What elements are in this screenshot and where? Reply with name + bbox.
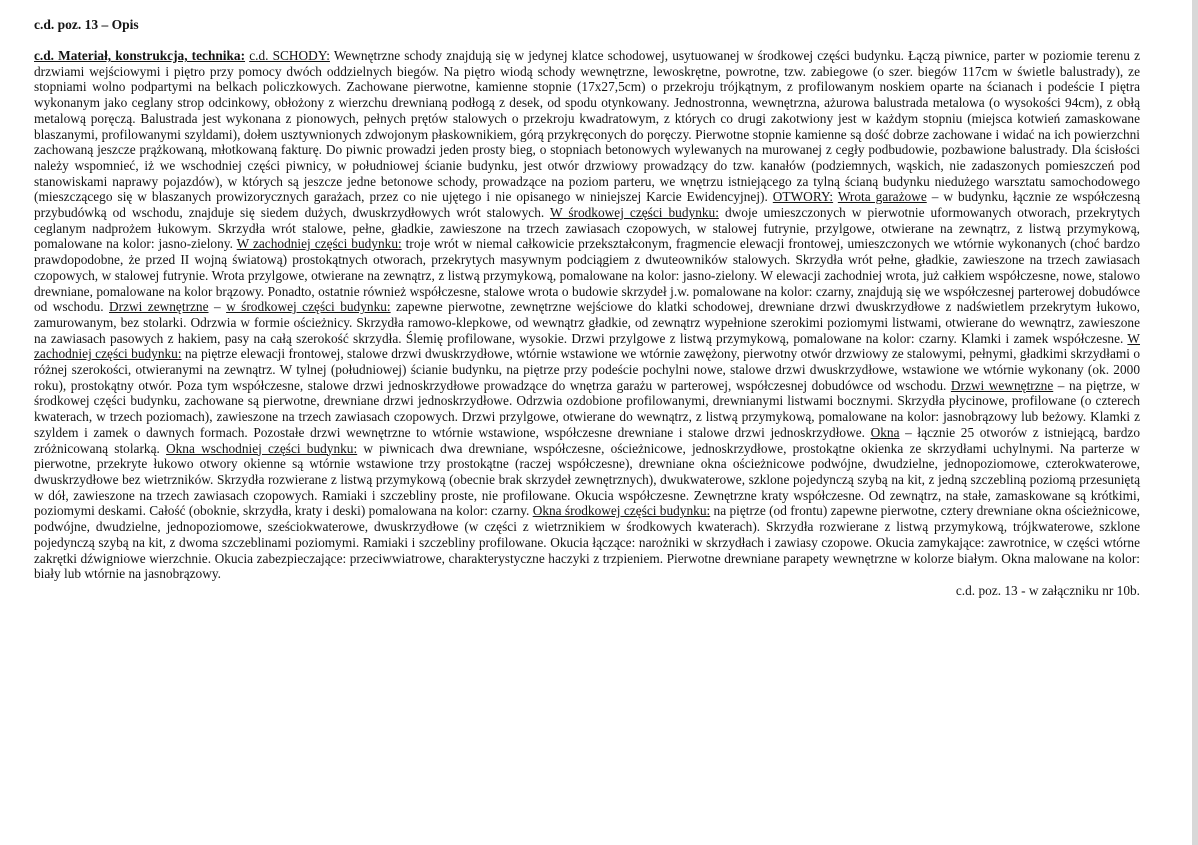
text-wrota-zachodnie: troje wrót w niemal całkowicie przekształconym, fragmencie elewacji frontowej, umieszczonych we wtórnie wykonanych (choć bardzo prawdopodobne, że przed II wojną światową) prostokątnych otworach, przekrytych masywnym podciągiem z dwuteowników stalowych. Skrzydła wrót pełne, gładkie, zawieszone na trzech zawiasach czopowych, w stalowej futrynie. Wrota przylgowe, otwierane na zewnątrz, z listwą przymykową, pomalowane na kolor: jasno-zielony. W elewacji zachodniej wrota, już całkiem współczesne, nowe, stalowo drewniane, pomalowane na kolor brązowy. Ponadto, ostatnie również współczesne, stalowe wrota o budowie skrzydeł j.w. pomalowane na kolor: czarny, znajdują się we współczesnej parterowej dobudówce od wschodu. <box>34 236 1140 315</box>
text-drzwi-srodkowe: zapewne pierwotne, zewnętrzne wejściowe do klatki schodowej, drewniane drzwi dwuskrzydłowe z nadświetlem przekrytym łukowo, zamurowanym, bez stolarki. Odrzwia w formie ościeżnicy. Skrzydła ramowo-klepkowe, od wewnątrz gładkie, od zewnątrz wypełnione szerokimi poziomymi listwami, otwierane do wewnątrz, zawieszone na zawiasach pasowych z hakiem, pasy na całą szerokość skrzydła. Ślemię profilowane, wysokie. Drzwi przylgowe z listwą przymykową, pomalowane na kolor: czarny. Klamki i zamek współczesne. <box>34 299 1140 346</box>
heading-okna-srodkowe: Okna środkowej części budynku: <box>532 503 711 519</box>
text-wrota: – w budynku, łącznie ze współczesną przybudówką od wschodu, znajduje się siedem dużych, dwuskrzydłowych wrót stalowych. <box>34 189 1140 221</box>
text-okna: – łącznie 25 otworów z istniejącą, bardzo zróżnicowaną stolarką. <box>34 424 1140 456</box>
heading-zachodnia-czesc: W zachodniej części budynku: <box>236 236 402 252</box>
heading-wrota-garazowe: Wrota garażowe <box>837 189 927 205</box>
text-wrota-srodkowe: dwoje umieszczonych w pierwotnie uformowanych otworach, przekrytych ceglanym nadprożem łukowym. Skrzydła wrót stalowe, pełne, gładkie, zawieszone na trzech zawiasach czopowych, w stalowej futrynie, przylgowe, otwierane na zewnątrz, z listwą przymykową, pomalowane na kolor: jasno-zielony. <box>34 205 1141 252</box>
heading-drzwi-zachodnie: W zachodniej części budynku: <box>34 330 1140 362</box>
description-body <box>34 48 1140 582</box>
heading-drzwi-zewnetrzne: Drzwi zewnętrzne <box>109 299 209 315</box>
heading-okna: Okna <box>870 424 900 440</box>
heading-drzwi-srodkowe: w środkowej części budynku: <box>226 299 391 315</box>
text-drzwi-zachodnie: na piętrze elewacji frontowej, stalowe drzwi dwuskrzydłowe, wtórnie wstawione we wtórnie zawężony, pierwotny otwór drzwiowy ze stalowymi, pełnymi, gładkimi skrzydłami o różnej szerokości, otwieranymi na zewnątrz. W tylnej (południowej) ścianie budynku, na piętrze przy podeście pochylni nowe, stalowe drzwi dwuskrzydłowe, wstawione we wtórnie wykonany (ok. 2000 roku), prostokątny otwór. Poza tym współczesne, stalowe drzwi jednoskrzydłowe prowadzące do wnętrza garażu w parterowej, współczesnej dobudówce od wschodu. <box>34 346 1141 393</box>
text-run: – <box>208 299 227 315</box>
text-okna-srodkowe: na piętrze (od frontu) zapewne pierwotne, cztery drewniane okna ościeżnicowe, podwójne, dwudzielne, jednopoziomowe, sześciokwaterowe, dwuskrzydłowe (w części z wietrznikiem w środkowych kwaterach). Skrzydła rozwierane z listwą przymykową, trójkwaterowe, szklone pojedynczą szybą na kit, z dwoma szczeblinami poziomymi. Ramiaki i szczebliny profilowane. Okucia łączące: narożniki w skrzydłach i zawiasy czopowe. Okucia zamykające: zawrotnice, w części wtórne zakrętki dźwigniowe wierzchnie. Okucia zabezpieczające: przeciwwiatrowe, charakterystyczne haczyki z trzpieniem. Pierwotne drewniane parapety wewnętrzne w kolorze białym. Okna malowane na kolor: biały lub wtórnie na jasnobrązowy. <box>34 503 1140 582</box>
heading-drzwi-wewnetrzne: Drzwi wewnętrzne <box>950 377 1054 393</box>
heading-schody: c.d. SCHODY: <box>249 48 330 63</box>
heading-okna-wschodnie: Okna wschodniej części budynku: <box>166 440 358 456</box>
section-lead-label: c.d. Materiał, konstrukcja, technika: <box>34 48 246 63</box>
heading-otwory: OTWORY: <box>772 189 834 205</box>
page-heading: c.d. poz. 13 – Opis <box>34 17 139 32</box>
text-drzwi-wewnetrzne: – na piętrze, w środkowej części budynku, zachowane są pierwotne, drewniane drzwi jednoskrzydłowe. Odrzwia ozdobione profilowanymi, drewnianymi listwami bocznymi. Skrzydła płycinowe, profilowane (o czterech kwaterach, w trzech poziomach), zawieszone na trzech zawiasach czopowych. Drzwi przylgowe, otwierane do wewnątrz, z listwą przymykową, pomalowane na kolor: jasnobrązowy lub beżowy. Klamki z szyldem i zamek o dawnych formach. Pozostałe drzwi wewnętrzne to wtórnie wstawione, współczesne drewniane i stalowe drzwi jednoskrzydłowe. <box>34 377 1140 440</box>
scan-edge <box>1192 0 1198 845</box>
text-okna-wschodnie: w piwnicach dwa drewniane, współczesne, ościeżnicowe, jednoskrzydłowe, prostokątne okienka ze skrzydłami uchylnymi. Na parterze w pierwotne, przekryte łukowo otwory okienne są wtórnie wstawione trzy prostokątne (raczej współczesne), drewniane okna ościeżnicowe podwójne, dwudzielne, jednopoziomowe, czterokwaterowe, dwuskrzydłowe bez wietrzników. Skrzydła rozwierane z listwą przymykową (obecnie brak skrzydeł zewnętrznych), dwukwaterowe, szklone pojedynczą szybą na kit, z jedną szczebliną poziomą przesuniętą w dół, zawieszone na trzech zawiasach czopowych. Ramiaki i szczebliny proste, nie profilowane. Okucia współczesne. Zewnętrzne kraty współczesne. Od zewnątrz, na stałe, zamaskowane są krótkimi, poziomymi deskami. Całość (oboknie, skrzydła, kraty i deski) pomalowana na kolor: czarny. <box>34 440 1140 519</box>
continuation-note: c.d. poz. 13 - w załączniku nr 10b. <box>955 582 1140 598</box>
heading-srodkowa-czesc: W środkowej części budynku: <box>549 205 719 221</box>
text-schody: Wewnętrzne schody znajdują się w jedynej klatce schodowej, usytuowanej w środkowej części budynku. Łączą piwnice, parter w poziomie terenu z drzwiami wejściowymi i piętro przy pomocy dwóch oddzielnych biegów. Na piętro wiodą schody wewnętrzne, lewoskrętne, powrotne, tzw. zabiegowe (o szer. biegów 117cm w świetle balustrady), ze stopniami wolno podpartymi na belkach policzkowych. Zachowane pierwotne, kamienne stopnie (17x27,5cm) o przekroju trójkątnym, z profilowanym noskiem oparte na ścianach i podeście I piętra wykonanym jako ceglany strop odcinkowy, obłożony z wierzchu drewnianą podłogą z desek, od spodu otynkowany. Jednostronna, wewnętrzna, ażurowa balustrada metalowa (o wysokości 94cm), z obłą metalową poręczą. Balustrada jest wykonana z pionowych, pełnych prętów stalowych o przekroju kwadratowym, z których co drugi zakotwiony jest w każdym stopniu (miejsca kotwień zamaskowane blaszanymi, profilowanymi szyldami), dołem usztywnionych zdwojonym płaskownikiem, górą przykręconych do poręczy. Pierwotne stopnie kamienne są dość dobrze zachowane i widać na ich powierzchni zachowaną jeszcze prążkowaną, młotkowaną fakturę. Do piwnic prowadzi jeden prosty bieg, o stopniach betonowych wylewanych na murowanej z cegły podbudowie, pozbawione balustrady. Dla ścisłości należy wspomnieć, iż we wschodniej części piwnicy, w południowej ścianie budynku, jest otwór drzwiowy prowadzący do tzw. kanałów (podziemnych, wąskich, nie zadaszonych pomieszczeń pod stanowiskami naprawy pojazdów), w których są jeszcze jedne betonowe schody, prowadzące na poziom parteru, we wnętrzu istniejącego za tylną ścianą budynku niedużego warsztatu samochodowego (mieszczącego się w blaszanych prowizorycznych garażach, przez co nie ujętego i nie opisanego w niniejszej Karcie Ewidencyjnej). <box>34 48 1140 205</box>
